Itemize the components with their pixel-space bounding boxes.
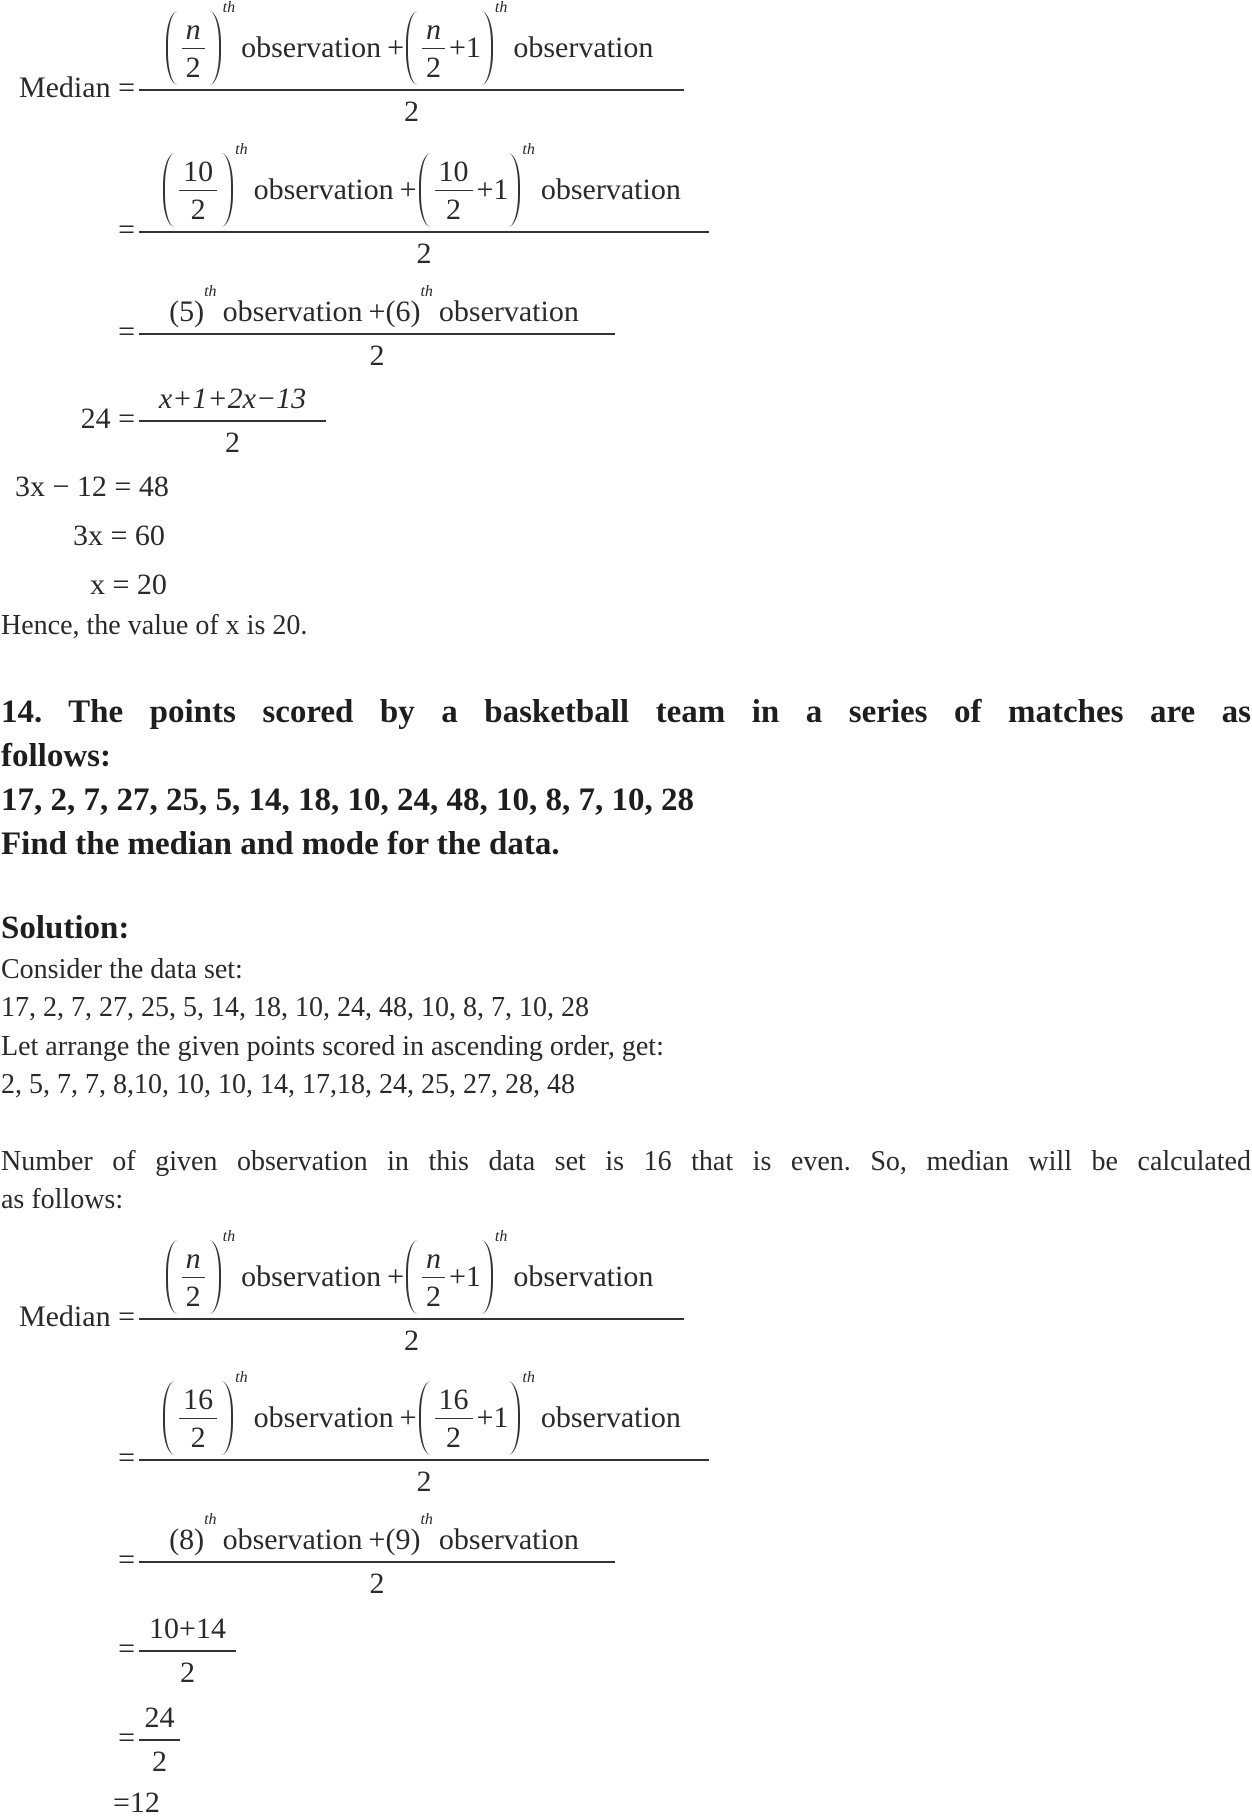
right-paren: [481, 11, 493, 85]
question-line-2: follows:: [1, 738, 111, 774]
plus-one: +1: [449, 31, 481, 64]
plus-one: +1: [476, 1401, 509, 1434]
equals-sign: =: [118, 71, 135, 104]
parenthesized-term: [166, 11, 221, 85]
denominator: 2: [225, 426, 240, 459]
superscript: th: [235, 1369, 248, 1386]
inner-numerator: 16: [435, 1383, 473, 1419]
left-paren: [163, 1381, 175, 1455]
parenthesized-term: [419, 1381, 521, 1455]
inner-fraction: [422, 1242, 445, 1313]
plus: +: [368, 295, 386, 328]
inner-numerator: 10: [179, 155, 217, 191]
inner-denominator: 2: [426, 1279, 441, 1313]
median-label: [19, 71, 139, 105]
inner-denominator: 2: [190, 192, 206, 226]
fraction-bar: [139, 231, 709, 233]
parenthesized-term: [406, 11, 493, 85]
left-paren: [406, 11, 418, 85]
fraction-bar: [139, 1561, 615, 1563]
word: observation: [438, 295, 579, 328]
inner-denominator: 2: [426, 50, 441, 84]
numerator: [139, 141, 709, 227]
denominator: 2: [404, 1324, 419, 1357]
word: observation: [222, 1523, 363, 1556]
right-paren: [508, 153, 520, 227]
inner-denominator: 2: [446, 1420, 461, 1454]
parenthesized-term: [166, 1240, 221, 1314]
parenthesized-term: [406, 1240, 493, 1314]
superscript: th: [420, 1511, 433, 1528]
right-paren: [508, 1381, 520, 1455]
step-2: 3x = 60: [73, 519, 165, 552]
inner-numerator: n: [182, 13, 205, 49]
parenthesized-term: [419, 153, 521, 227]
word: observation: [540, 173, 681, 206]
solution-heading: Solution:: [1, 910, 130, 946]
superscript: th: [222, 1228, 236, 1245]
conclusion: Hence, the value of x is 20.: [1, 610, 308, 641]
left-paren: [166, 11, 178, 85]
superscript: th: [494, 1228, 508, 1245]
inner-denominator: 2: [190, 1420, 206, 1454]
word: observation: [513, 31, 654, 64]
word: observation: [241, 1260, 382, 1293]
left-paren: [406, 1240, 418, 1314]
observation-index: (9): [385, 1523, 421, 1556]
numerator: 24: [144, 1701, 175, 1734]
inner-fraction: [182, 1242, 205, 1313]
inner-fraction: [435, 155, 473, 226]
numerator: [139, 283, 615, 329]
solution-data: 17, 2, 7, 27, 25, 5, 14, 18, 10, 24, 48, 10, 8, 7, 10, 28: [1, 992, 589, 1023]
equals-sign: =: [118, 1441, 135, 1474]
left-paren: [163, 153, 175, 227]
fraction-bar: [139, 1739, 180, 1741]
numerator: [139, 1228, 684, 1314]
equals-sign: =: [118, 1632, 135, 1665]
superscript: th: [494, 0, 508, 16]
equals-sign: =: [118, 315, 135, 348]
word: observation: [513, 1260, 654, 1293]
plus: +: [399, 173, 417, 206]
inner-numerator: n: [422, 1242, 445, 1278]
question-line-1: 14. The points scored by a basketball team in a series of matches are as: [1, 694, 1251, 730]
plus-one: +1: [476, 173, 509, 206]
word: observation: [540, 1401, 681, 1434]
inner-denominator: 2: [185, 1279, 201, 1313]
right-paren: [221, 1381, 233, 1455]
question-data: 17, 2, 7, 27, 25, 5, 14, 18, 10, 24, 48, 10, 8, 7, 10, 28: [1, 782, 694, 818]
word: observation: [253, 173, 394, 206]
inner-denominator: 2: [185, 50, 201, 84]
numerator: [139, 1369, 709, 1455]
superscript: th: [204, 1511, 217, 1528]
inner-numerator: 10: [435, 155, 473, 191]
superscript: th: [420, 283, 433, 300]
superscript: th: [522, 1369, 535, 1386]
observation-index: (8): [169, 1523, 205, 1556]
numerator: [139, 1511, 615, 1557]
label-text: Median: [18, 71, 111, 104]
inner-numerator: 16: [179, 1383, 217, 1419]
inner-fraction: [422, 13, 445, 84]
observation-index: (6): [385, 295, 421, 328]
median-label: [19, 1300, 139, 1334]
plus-one: +1: [449, 1260, 481, 1293]
fraction-bar: [139, 420, 326, 422]
right-paren: [209, 1240, 221, 1314]
solution-p1: Consider the data set:: [1, 954, 243, 985]
fraction-bar: [139, 1318, 684, 1320]
inner-numerator: n: [182, 1242, 205, 1278]
step-3: x = 20: [90, 568, 167, 601]
word: observation: [222, 295, 363, 328]
fraction-bar: [139, 1650, 236, 1652]
denominator: 2: [404, 95, 419, 128]
left-paren: [419, 1381, 431, 1455]
plus: +: [387, 31, 404, 64]
right-paren: [221, 153, 233, 227]
parenthesized-term: [163, 153, 233, 227]
parenthesized-term: [163, 1381, 233, 1455]
plus: +: [399, 1401, 417, 1434]
right-paren: [481, 1240, 493, 1314]
inner-numerator: n: [422, 13, 445, 49]
solution-sorted: 2, 5, 7, 7, 8,10, 10, 10, 14, 17,18, 24, 25, 27, 28, 48: [1, 1069, 575, 1100]
equals-sign: =: [118, 1543, 135, 1576]
solution-p3: Let arrange the given points scored in ascending order, get:: [1, 1031, 664, 1062]
label-text: Median: [18, 1300, 111, 1333]
plus: +: [387, 1260, 404, 1293]
word: observation: [241, 31, 382, 64]
inner-fraction: [435, 1383, 473, 1454]
step-1: 3x − 12 = 48: [15, 470, 169, 503]
equals-sign: =: [118, 1300, 135, 1333]
fraction-bar: [139, 1459, 709, 1461]
word: observation: [253, 1401, 394, 1434]
denominator: 2: [416, 1465, 432, 1498]
denominator: 2: [416, 237, 432, 270]
denominator: 2: [369, 1567, 385, 1600]
superscript: th: [235, 141, 248, 158]
numerator: 10+14: [149, 1612, 226, 1645]
plus: +: [368, 1523, 386, 1556]
inner-fraction: [179, 1383, 217, 1454]
numerator: x+1+2x−13: [158, 382, 307, 415]
numerator: [139, 0, 684, 85]
median-result: =12: [113, 1786, 160, 1819]
left-paren: [419, 153, 431, 227]
inner-fraction: [182, 13, 205, 84]
inner-denominator: 2: [446, 192, 461, 226]
superscript: th: [204, 283, 217, 300]
solution-p6: as follows:: [1, 1184, 124, 1215]
solution-p5: Number of given observation in this data set is 16 that is even. So, median will be calculated: [1, 1146, 1251, 1177]
lhs: 24 =: [80, 402, 135, 435]
question-task: Find the median and mode for the data.: [1, 826, 560, 862]
right-paren: [209, 11, 221, 85]
fraction-bar: [139, 89, 684, 91]
word: observation: [438, 1523, 579, 1556]
denominator: 2: [152, 1745, 167, 1778]
superscript: th: [222, 0, 236, 16]
inner-fraction: [179, 155, 217, 226]
left-paren: [166, 1240, 178, 1314]
observation-index: (5): [169, 295, 205, 328]
fraction-bar: [139, 333, 615, 335]
denominator: 2: [369, 339, 385, 372]
equals-sign: =: [118, 213, 135, 246]
denominator: 2: [180, 1656, 195, 1689]
superscript: th: [522, 141, 535, 158]
equals-sign: =: [118, 1721, 135, 1754]
